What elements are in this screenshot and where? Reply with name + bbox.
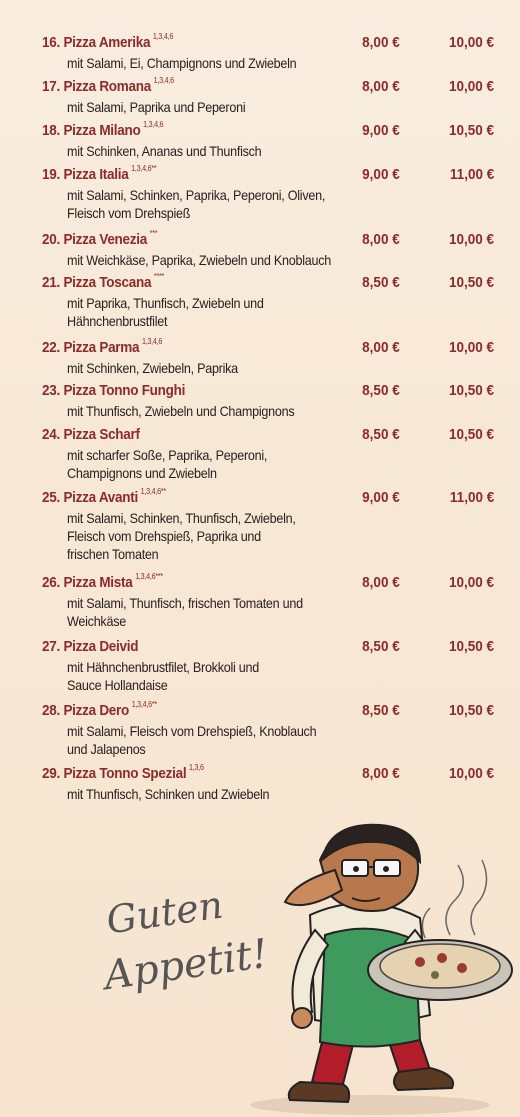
pizza-chef-illustration	[80, 820, 520, 1117]
greeting-text	[90, 877, 271, 1000]
price-small: 8,00 €	[362, 78, 400, 95]
price-small: 8,50 €	[362, 382, 400, 399]
allergen-codes: 1,3,4,6	[153, 76, 174, 85]
item-description: mit Salami, Ei, Champignons und Zwiebeln	[67, 55, 297, 71]
item-description: mit Schinken, Ananas und Thunfisch	[67, 143, 262, 159]
price-large: 10,00 €	[448, 231, 494, 248]
price-large: 10,00 €	[448, 78, 494, 95]
price-large: 11,00 €	[449, 489, 494, 506]
item-title: 22. Pizza Parma $^{1,3,4,6}$	[42, 337, 163, 356]
price-small: 8,00 €	[362, 574, 400, 591]
price-large: 10,50 €	[448, 274, 494, 291]
item-description: mit Salami, Thunfisch, frischen Tomaten und Weichkäse	[67, 595, 303, 629]
item-title: 21. Pizza Toscana ****	[42, 272, 165, 291]
item-title: 17. Pizza Romana $^{1,3,4,6}$	[42, 76, 174, 95]
item-description: mit Paprika, Thunfisch, Zwiebeln und Hähnchenbrustfilet	[67, 295, 264, 329]
allergen-codes: 1,3,4,6	[141, 337, 163, 346]
price-small: 8,00 €	[362, 34, 400, 51]
allergen-codes: 1,3,4,6**	[131, 164, 157, 173]
price-small: 8,50 €	[362, 702, 400, 719]
price-small: 8,50 €	[362, 274, 400, 291]
allergen-codes: 1,3,4,6**	[140, 487, 166, 496]
allergen-codes: ****	[153, 272, 165, 281]
price-small: 8,50 €	[362, 638, 400, 655]
price-large: 10,00 €	[448, 765, 494, 782]
price-large: 10,50 €	[448, 638, 494, 655]
price-large: 10,00 €	[448, 34, 494, 51]
item-description: mit Thunfisch, Schinken und Zwiebeln	[67, 786, 270, 802]
item-title: 26. Pizza Mista $^{1,3,4,6***}$	[42, 572, 163, 591]
item-title: 16. Pizza Amerika $^{1,3,4,6}$	[42, 32, 174, 51]
price-large: 10,50 €	[448, 426, 494, 443]
item-description: mit Thunfisch, Zwiebeln und Champignons	[67, 403, 295, 419]
price-small: 9,00 €	[362, 489, 400, 506]
item-description: mit Salami, Paprika und Peperoni	[67, 99, 246, 115]
item-description: mit Schinken, Zwiebeln, Paprika	[67, 360, 238, 376]
greeting-line1: Guten	[103, 882, 226, 943]
allergen-codes: 1,3,6	[189, 763, 204, 772]
item-title: 23. Pizza Tonno Funghi	[42, 382, 186, 399]
item-description: mit scharfer Soße, Paprika, Peperoni, Champignons und Zwiebeln	[67, 447, 268, 481]
price-large: 10,50 €	[448, 122, 494, 139]
price-large: 10,00 €	[448, 574, 494, 591]
item-title: 27. Pizza Deivid	[42, 638, 139, 655]
chef-figure	[250, 825, 512, 1115]
item-description: mit Salami, Fleisch vom Drehspieß, Knoblauch und Jalapenos	[67, 723, 317, 757]
item-description: mit Hähnchenbrustfilet, Brokkoli und Sauce Hollandaise	[67, 659, 259, 693]
price-small: 8,50 €	[362, 426, 400, 443]
price-small: 8,00 €	[362, 765, 400, 782]
allergen-codes: 1,3,4,6	[143, 120, 164, 129]
price-small: 8,00 €	[362, 339, 400, 356]
price-large: 11,00 €	[449, 166, 494, 183]
item-title: 25. Pizza Avanti $^{1,3,4,6**}$	[42, 487, 166, 506]
price-small: 9,00 €	[362, 122, 400, 139]
greeting-line2: Appetit!	[101, 930, 271, 1000]
item-title: 20. Pizza Venezia ***	[42, 229, 158, 248]
allergen-codes: 1,3,4,6	[152, 32, 174, 41]
item-description: mit Salami, Schinken, Thunfisch, Zwiebeln, Fleisch vom Drehspieß, Paprika und frischen Tomaten	[67, 510, 296, 562]
item-title: 18. Pizza Milano $^{1,3,4,6}$	[42, 120, 164, 139]
item-title: 19. Pizza Italia $^{1,3,4,6**}$	[42, 164, 157, 183]
allergen-codes: 1,3,4,6***	[135, 572, 163, 581]
price-large: 10,50 €	[448, 702, 494, 719]
price-small: 9,00 €	[362, 166, 400, 183]
item-description: mit Weichkäse, Paprika, Zwiebeln und Knoblauch	[67, 252, 331, 268]
price-small: 8,00 €	[362, 231, 400, 248]
item-title: 29. Pizza Tonno Spezial $^{1,3,6}$	[42, 763, 204, 782]
price-large: 10,50 €	[448, 382, 494, 399]
price-large: 10,00 €	[448, 339, 494, 356]
item-description: mit Salami, Schinken, Paprika, Peperoni, Oliven, Fleisch vom Drehspieß	[67, 187, 326, 221]
item-title: 28. Pizza Dero $^{1,3,4,6**}$	[42, 700, 157, 719]
item-title: 24. Pizza Scharf	[42, 426, 140, 443]
allergen-codes: ***	[149, 229, 158, 238]
allergen-codes: 1,3,4,6**	[131, 700, 157, 709]
